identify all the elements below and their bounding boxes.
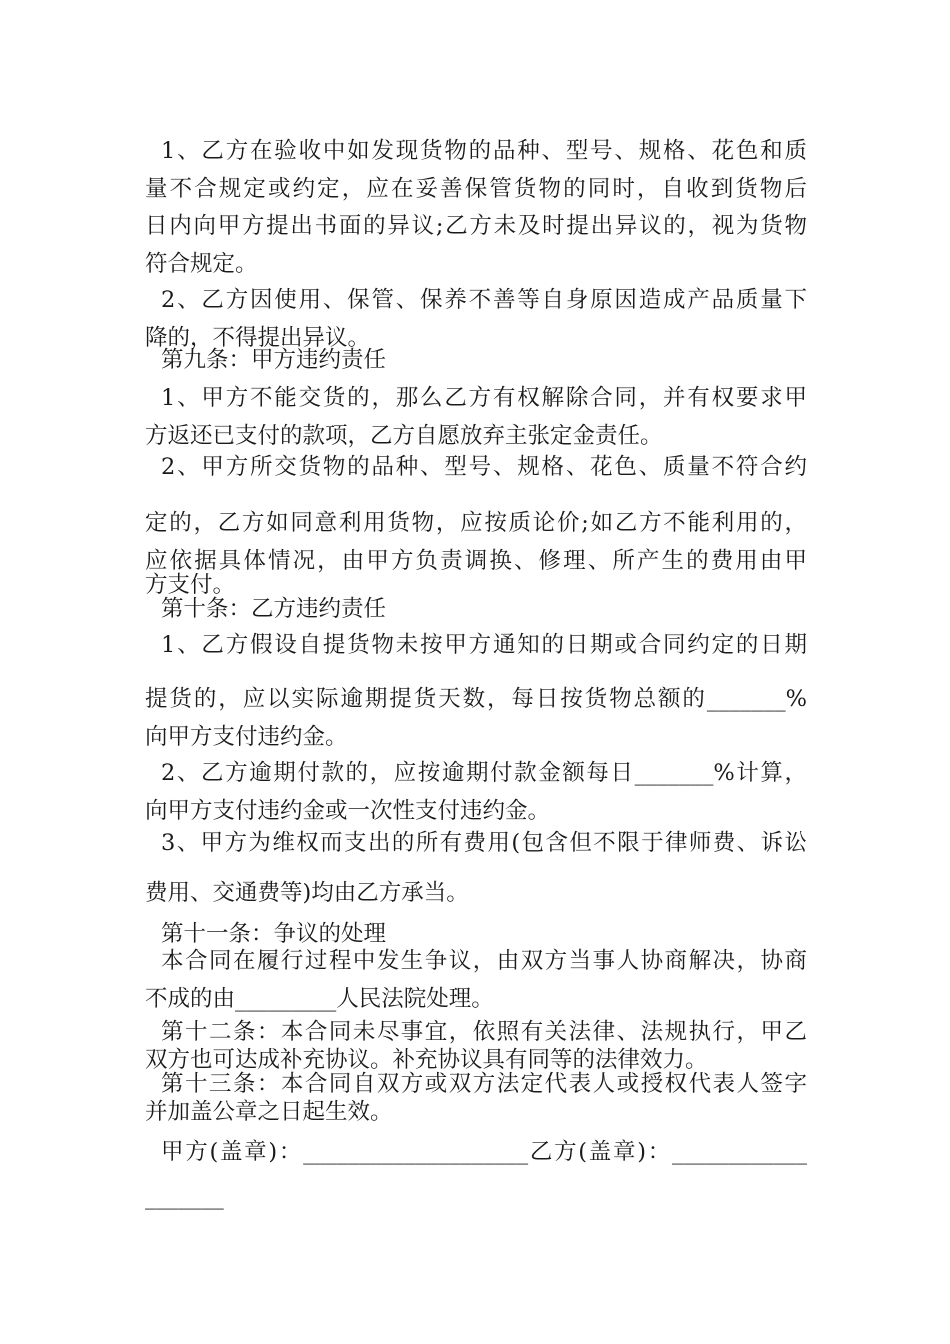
text-line: 提货的，应以实际逾期提货天数，每日按货物总额的_______%	[145, 686, 807, 712]
text-line: 向甲方支付违约金。	[145, 723, 348, 750]
clause-heading: 第九条：甲方违约责任	[161, 347, 387, 373]
text-line: 本合同在履行过程中发生争议，由双方当事人协商解决，协商	[161, 948, 807, 974]
clause-heading: 第十条：乙方违约责任	[161, 596, 387, 622]
signature-block	[145, 1130, 807, 1220]
para-party-a-no-delivery	[145, 380, 807, 455]
text-line: 方支付。	[145, 572, 236, 598]
text-line: 方返还已支付的款项，乙方自愿放弃主张定金责任。	[145, 422, 663, 449]
para-dispute-resolution	[145, 943, 807, 1018]
clause-heading: 第十一条：争议的处理	[161, 921, 387, 947]
text-line: 1、乙方在验收中如发现货物的品种、型号、规格、花色和质	[161, 138, 807, 164]
text-line: 日内向甲方提出书面的异议;乙方未及时提出异议的，视为货物	[145, 213, 807, 239]
text-line: 第十三条：本合同自双方或双方法定代表人或授权代表人签字	[161, 1071, 807, 1097]
signature-line-cont: _______	[145, 1184, 224, 1210]
text-line: 符合规定。	[145, 250, 258, 277]
para-late-payment	[145, 755, 807, 830]
para-nonconforming-goods	[145, 452, 807, 482]
text-line: 降的，不得提出异议。	[145, 324, 371, 351]
text-line: 3、甲方为维权而支出的所有费用(包含但不限于律师费、诉讼	[161, 830, 807, 856]
text-line: 1、乙方假设自提货物未按甲方通知的日期或合同约定的日期	[161, 632, 807, 658]
heading-clause-10	[145, 594, 807, 624]
text-line: 应依据具体情况，由甲方负责调换、修理、所产生的费用由甲	[145, 547, 807, 574]
para-late-pickup	[145, 630, 807, 660]
text-line: 定的，乙方如同意利用货物，应按质论价;如乙方不能利用的，	[145, 510, 807, 536]
signature-line: 甲方(盖章)：____________________乙方(盖章)：____________	[161, 1139, 807, 1165]
para-late-pickup-cont	[145, 681, 807, 756]
para-clause-12	[145, 1018, 807, 1074]
para-nonconforming-goods-cont	[145, 505, 807, 580]
text-line: 量不合规定或约定，应在妥善保管货物的同时，自收到货物后	[145, 175, 807, 202]
text-line: 费用、交通费等)均由乙方承当。	[145, 880, 469, 906]
para-acceptance-objection	[145, 133, 807, 283]
para-enforcement-costs	[145, 828, 807, 858]
text-line: 双方也可达成补充协议。补充协议具有同等的法律效力。	[145, 1047, 708, 1073]
text-line: 2、甲方所交货物的品种、型号、规格、花色、质量不符合约	[161, 454, 807, 480]
heading-clause-9	[145, 345, 807, 375]
text-line: 向甲方支付违约金或一次性支付违约金。	[145, 797, 551, 824]
para-enforcement-costs-cont	[145, 878, 807, 908]
text-line: 1、甲方不能交货的，那么乙方有权解除合同，并有权要求甲	[161, 385, 807, 411]
para-clause-13	[145, 1070, 807, 1126]
text-line: 不成的由_________人民法院处理。	[145, 985, 494, 1012]
text-line: 2、乙方逾期付款的，应按逾期付款金额每日_______%计算，	[161, 760, 807, 786]
text-line: 2、乙方因使用、保管、保养不善等自身原因造成产品质量下	[161, 287, 807, 313]
text-line: 第十二条：本合同未尽事宜，依照有关法律、法规执行，甲乙	[161, 1019, 807, 1045]
text-line: 并加盖公章之日起生效。	[145, 1099, 393, 1125]
